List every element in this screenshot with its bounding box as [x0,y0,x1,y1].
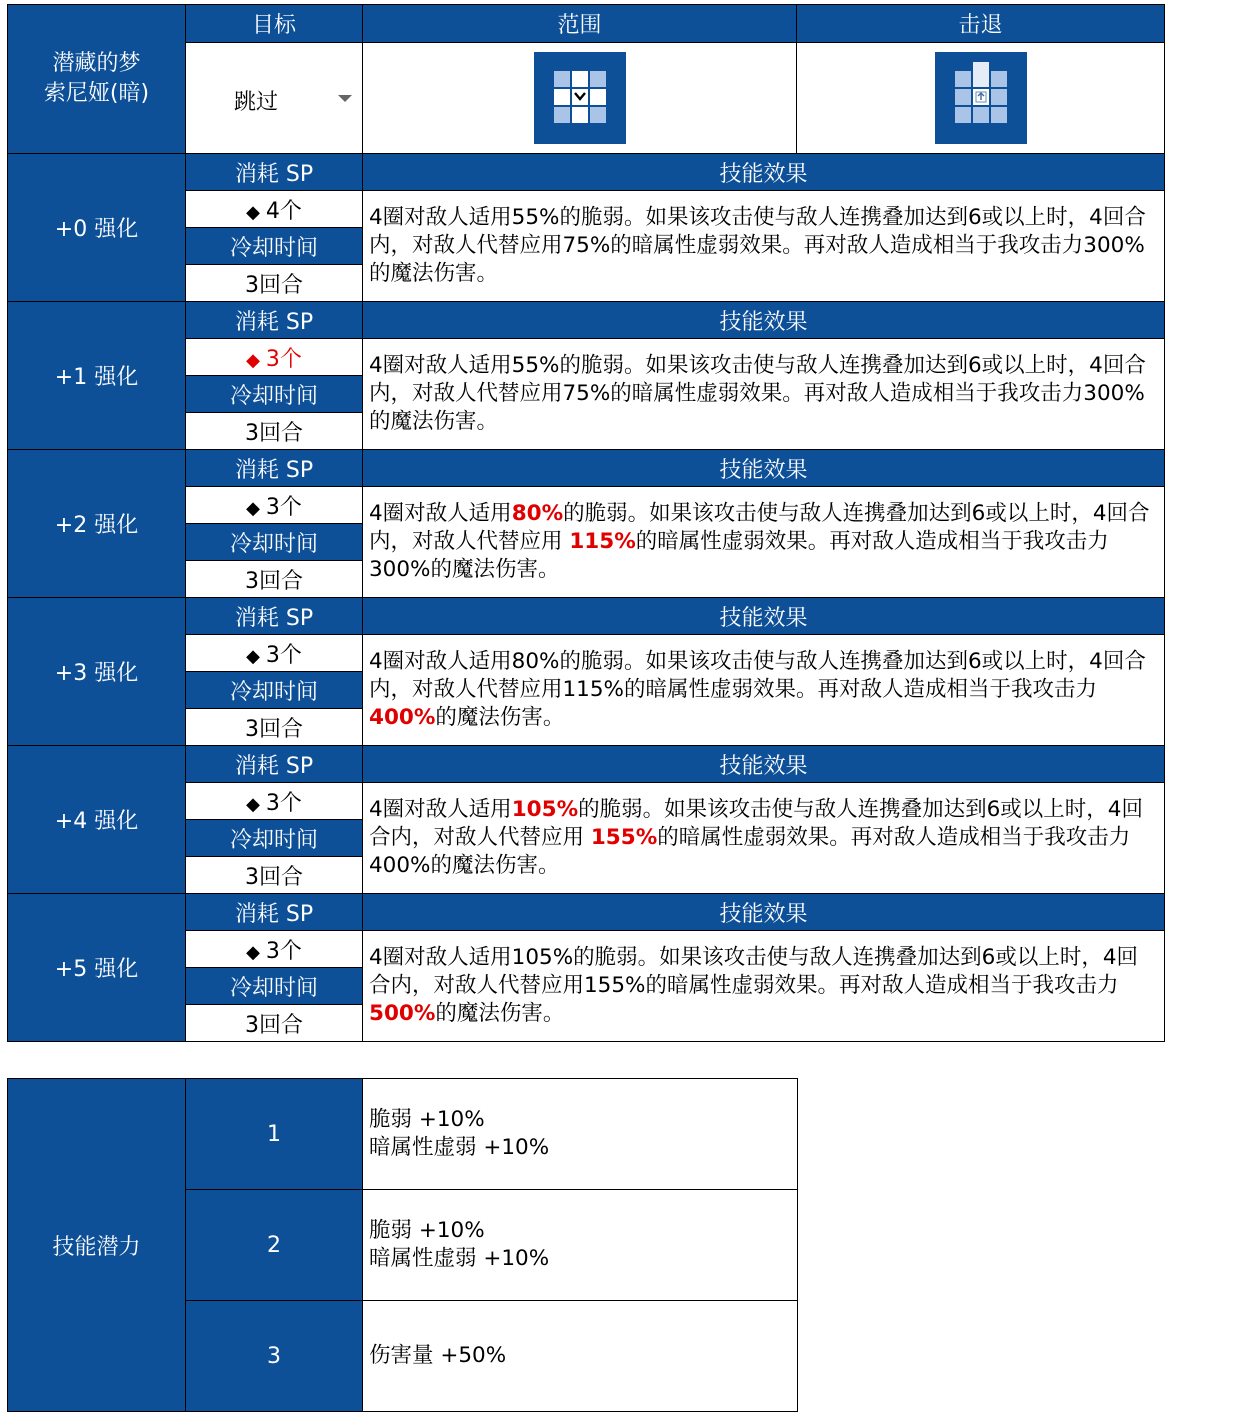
effect-segment: 的脆弱。如果该攻击使与敌人连携叠加达到6或以上时，4回合内，对敌人代替应用 [369,797,1143,850]
sp-label: 消耗 SP [186,302,363,339]
effect-segment: 4圈对敌人适用55%的脆弱。如果该攻击使与敌人连携叠加达到6或以上时，4回合内，对敌人代替应用75%的暗属性虚弱效果。再对敌人造成相当于我攻击力300%的魔法伤害。 [369,353,1146,434]
sp-label: 消耗 SP [186,894,363,931]
knockback-cell [797,43,1165,154]
level-name: +4 强化 [8,746,186,894]
cooldown-value: 3回合 [186,561,363,598]
effect-segment: 155% [590,825,658,850]
sp-value: 3个 [265,938,302,964]
sp-value: 4个 [265,198,302,224]
range-cell [363,43,797,154]
effect-label: 技能效果 [363,894,1165,931]
level-name: +1 强化 [8,302,186,450]
sp-label: 消耗 SP [186,450,363,487]
effect-text [363,487,1165,598]
sp-value-cell [186,191,363,228]
effect-label: 技能效果 [363,598,1165,635]
cooldown-label: 冷却时间 [186,524,363,561]
cooldown-value: 3回合 [186,709,363,746]
potential-num: 1 [186,1079,363,1190]
effect-segment: 的暗属性虚弱效果。再对敌人造成相当于我攻击力400%的魔法伤害。 [369,825,1131,878]
potential-line: 暗属性虚弱 +10% [369,1135,550,1160]
sp-value-cell [186,783,363,820]
potential-num: 3 [186,1301,363,1412]
effect-segment: 的魔法伤害。 [435,705,565,730]
diamond-icon: ◆ [246,349,260,371]
level-name: +0 强化 [8,154,186,302]
sp-label: 消耗 SP [186,746,363,783]
sp-label: 消耗 SP [186,598,363,635]
diamond-icon: ◆ [246,793,260,815]
target-value: 跳过 [234,90,279,115]
cooldown-label: 冷却时间 [186,968,363,1005]
effect-segment: 115% [569,529,636,554]
knockback-up-icon [935,52,1027,144]
skill-name: 潜藏的梦 索尼娅(暗) [43,51,150,106]
knockback-header: 击退 [797,5,1165,43]
effect-segment: 4圈对敌人适用 [369,501,512,526]
skill-table [7,4,1165,1042]
effect-segment: 4圈对敌人适用55%的脆弱。如果该攻击使与敌人连携叠加达到6或以上时，4回合内，对敌人代替应用75%的暗属性虚弱效果。再对敌人造成相当于我攻击力300%的魔法伤害。 [369,205,1146,286]
sp-value: 3个 [265,346,302,372]
effect-segment: 400% [369,705,436,730]
level-name: +2 强化 [8,450,186,598]
effect-segment: 80% [511,501,564,526]
effect-text [363,339,1165,450]
effect-segment: 4圈对敌人适用80%的脆弱。如果该攻击使与敌人连携叠加达到6或以上时，4回合内，对敌人代替应用115%的暗属性虚弱效果。再对敌人造成相当于我攻击力 [369,649,1146,702]
skill-name-cell [8,5,186,154]
cooldown-label: 冷却时间 [186,228,363,265]
effect-segment: 500% [369,1001,436,1026]
target-cell [186,43,363,154]
potential-effect [363,1301,798,1412]
cooldown-value: 3回合 [186,857,363,894]
diamond-icon: ◆ [246,941,260,963]
diamond-icon: ◆ [246,645,260,667]
potential-table [7,1078,798,1412]
range-header: 范围 [363,5,797,43]
sp-value-cell [186,931,363,968]
chevron-down-icon [338,95,352,102]
effect-segment: 105% [511,797,579,822]
effect-text [363,635,1165,746]
cooldown-value: 3回合 [186,265,363,302]
potential-title: 技能潜力 [8,1079,186,1412]
effect-label: 技能效果 [363,302,1165,339]
effect-segment: 的魔法伤害。 [435,1001,565,1026]
level-name: +3 强化 [8,598,186,746]
effect-segment: 的暗属性虚弱效果。再对敌人造成相当于我攻击力300%的魔法伤害。 [369,529,1109,582]
effect-label: 技能效果 [363,746,1165,783]
target-dropdown[interactable] [186,43,362,153]
effect-segment: 4圈对敌人适用105%的脆弱。如果该攻击使与敌人连携叠加达到6或以上时，4回合内，对敌人代替应用155%的暗属性虚弱效果。再对敌人造成相当于我攻击力 [369,945,1139,998]
diamond-icon: ◆ [246,497,260,519]
sp-value: 3个 [265,494,302,520]
sp-value: 3个 [265,642,302,668]
effect-text [363,783,1165,894]
diamond-icon: ◆ [246,201,260,223]
target-header: 目标 [186,5,363,43]
sp-value: 3个 [265,790,302,816]
level-name: +5 强化 [8,894,186,1042]
cooldown-value: 3回合 [186,1005,363,1042]
effect-label: 技能效果 [363,450,1165,487]
potential-num: 2 [186,1190,363,1301]
effect-text [363,931,1165,1042]
potential-line: 暗属性虚弱 +10% [369,1246,550,1271]
potential-line: 伤害量 +50% [369,1343,507,1368]
potential-line: 脆弱 +10% [369,1107,485,1132]
effect-text [363,191,1165,302]
cooldown-value: 3回合 [186,413,363,450]
effect-segment: 4圈对敌人适用 [369,797,512,822]
potential-line: 脆弱 +10% [369,1218,485,1243]
potential-effect [363,1079,798,1190]
sp-label: 消耗 SP [186,154,363,191]
cooldown-label: 冷却时间 [186,820,363,857]
sp-value-cell [186,635,363,672]
cooldown-label: 冷却时间 [186,672,363,709]
sp-value-cell [186,487,363,524]
cooldown-label: 冷却时间 [186,376,363,413]
effect-label: 技能效果 [363,154,1165,191]
sp-value-cell [186,339,363,376]
range-grid-icon [534,52,626,144]
potential-effect [363,1190,798,1301]
effect-segment: 的脆弱。如果该攻击使与敌人连携叠加达到6或以上时，4回合内，对敌人代替应用 [369,501,1150,554]
